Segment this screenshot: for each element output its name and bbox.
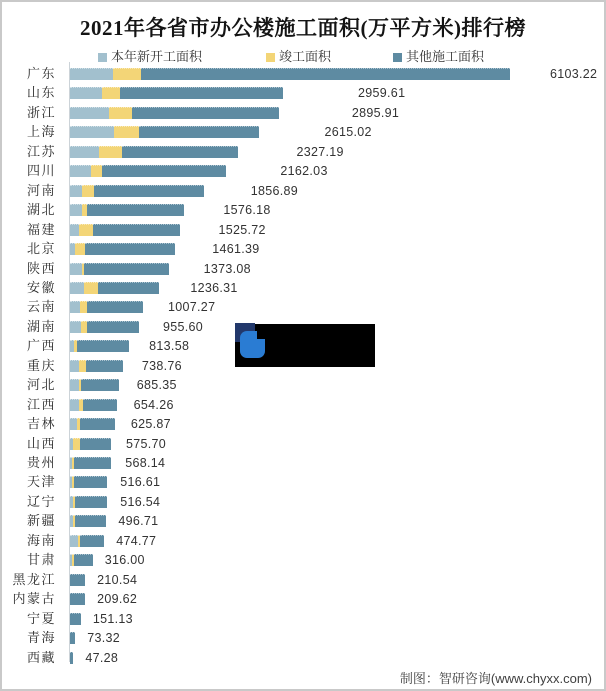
value-label: 1525.72	[218, 222, 266, 237]
bar-segment	[70, 204, 82, 216]
bar-segment	[80, 418, 115, 430]
category-label: 重庆	[26, 357, 56, 373]
category-label: 青海	[26, 630, 56, 646]
bar-segment	[84, 282, 98, 294]
bar-row	[70, 476, 107, 488]
category-label: 江西	[26, 396, 56, 412]
bar-segment	[81, 379, 120, 391]
bar-segment	[79, 360, 86, 372]
value-label: 2327.19	[296, 144, 344, 159]
bar-row	[70, 224, 180, 236]
bar-segment	[80, 535, 105, 547]
value-label: 2959.61	[358, 86, 406, 101]
legend-swatch-icon	[266, 53, 275, 62]
bar-segment	[75, 515, 106, 527]
bar-row	[70, 613, 81, 625]
bar-row	[70, 301, 143, 313]
category-label: 吉林	[26, 416, 56, 432]
bar-segment	[87, 301, 143, 313]
legend-label: 竣工面积	[279, 49, 332, 64]
category-label: 浙江	[26, 104, 56, 120]
legend-item-3	[393, 46, 485, 64]
bar-segment	[98, 282, 159, 294]
bar-segment	[70, 613, 81, 625]
bar-segment	[74, 554, 93, 566]
bar-segment	[74, 457, 110, 469]
category-label: 上海	[26, 124, 56, 140]
bar-row	[70, 243, 175, 255]
bar-segment	[79, 224, 93, 236]
category-label: 四川	[26, 163, 56, 179]
legend-label: 本年新开工面积	[111, 49, 203, 64]
value-label: 1856.89	[250, 183, 299, 198]
bar-segment	[70, 593, 85, 605]
value-label: 516.61	[120, 475, 161, 490]
category-label: 陕西	[26, 260, 56, 276]
bar-row	[70, 438, 111, 450]
category-label: 湖北	[26, 202, 56, 218]
bar-row	[70, 263, 169, 275]
bar-segment	[82, 185, 94, 197]
value-label: 1236.31	[190, 280, 238, 295]
bar-row	[70, 554, 93, 566]
bar-segment	[91, 165, 102, 177]
value-label: 568.14	[125, 456, 166, 470]
censored-watermark-box	[235, 324, 375, 367]
value-label: 1576.18	[223, 203, 271, 218]
bar-segment	[70, 632, 75, 644]
bar-segment	[83, 399, 117, 411]
category-label: 山东	[26, 85, 56, 101]
bar-row	[70, 652, 73, 664]
value-label: 316.00	[104, 553, 145, 568]
bar-segment	[70, 282, 84, 294]
value-label: 474.77	[116, 533, 157, 548]
bar-segment	[139, 126, 258, 138]
category-label: 贵州	[26, 455, 56, 470]
value-label: 151.13	[92, 611, 133, 626]
bar-segment	[70, 126, 114, 138]
category-label: 北京	[26, 241, 56, 257]
bar-segment	[93, 224, 180, 236]
value-label: 1461.39	[212, 242, 260, 257]
bar-segment	[70, 263, 82, 275]
bar-segment	[113, 68, 141, 80]
value-label: 2162.03	[280, 164, 328, 179]
bar-row	[70, 185, 204, 197]
bar-segment	[141, 68, 510, 80]
category-label: 云南	[26, 299, 56, 315]
bar-segment	[70, 185, 82, 197]
bar-row	[70, 632, 75, 644]
legend-swatch-icon	[98, 53, 107, 62]
value-label: 1007.27	[168, 300, 216, 315]
value-label: 73.32	[87, 631, 121, 646]
chart-title: 2021年各省市办公楼施工面积(万平方米)排行榜	[80, 16, 526, 40]
value-label: 2615.02	[324, 125, 372, 140]
bar-row	[70, 204, 184, 216]
legend-item-1	[98, 46, 203, 64]
bar-segment	[99, 146, 121, 158]
bar-segment	[120, 87, 283, 99]
bar-row	[70, 126, 259, 138]
category-label: 河南	[26, 182, 56, 198]
category-label: 河北	[26, 377, 56, 393]
category-label: 黑龙江	[12, 571, 56, 587]
bar-segment	[70, 68, 113, 80]
bar-segment	[70, 321, 81, 333]
bar-segment	[70, 418, 77, 430]
value-label: 496.71	[118, 514, 159, 529]
bar-segment	[70, 165, 91, 177]
value-label: 1373.08	[203, 261, 251, 276]
bar-row	[70, 360, 123, 372]
bar-segment	[75, 243, 85, 255]
value-label: 654.26	[133, 397, 174, 412]
bar-segment	[70, 535, 78, 547]
category-label: 宁夏	[26, 610, 56, 626]
bar-row	[70, 593, 85, 605]
category-label: 广西	[26, 338, 56, 354]
bar-segment	[84, 263, 169, 275]
category-label: 天津	[26, 474, 56, 490]
legend-item-2	[266, 46, 332, 64]
bar-segment	[70, 87, 102, 99]
bar-row	[70, 87, 283, 99]
value-label: 625.87	[130, 417, 171, 432]
category-label: 安徽	[26, 279, 56, 295]
bar-segment	[109, 107, 131, 119]
bar-segment	[85, 243, 176, 255]
bar-segment	[87, 321, 139, 333]
category-label: 辽宁	[26, 493, 56, 509]
bar-row	[70, 68, 510, 80]
category-label: 山西	[26, 435, 56, 451]
bar-row	[70, 574, 85, 586]
category-label: 江苏	[26, 143, 56, 159]
bar-row	[70, 146, 238, 158]
bar-segment	[77, 340, 129, 352]
bar-segment	[87, 204, 184, 216]
source-credit: 制图：智研咨询(www.chyxx.com)	[399, 671, 592, 686]
watermark-logo-notch	[257, 331, 265, 339]
bar-segment	[70, 146, 99, 158]
bar-segment	[74, 476, 107, 488]
bar-segment	[70, 301, 80, 313]
category-label: 新疆	[26, 513, 56, 529]
bar-segment	[102, 165, 226, 177]
bar-segment	[70, 379, 79, 391]
bar-row	[70, 379, 119, 391]
bar-row	[70, 107, 279, 119]
category-label: 湖南	[26, 318, 56, 334]
bar-segment	[80, 301, 87, 313]
bar-row	[70, 321, 139, 333]
value-label: 2895.91	[351, 105, 400, 120]
value-label: 738.76	[141, 358, 182, 373]
bar-row	[70, 340, 129, 352]
category-label: 甘肃	[26, 552, 56, 568]
category-label: 西藏	[26, 649, 56, 665]
bar-segment	[70, 107, 109, 119]
bar-segment	[70, 224, 79, 236]
legend-swatch-icon	[393, 53, 402, 62]
legend-label: 其他施工面积	[406, 49, 485, 64]
bar-row	[70, 165, 226, 177]
value-label: 813.58	[149, 339, 190, 354]
bar-row	[70, 496, 107, 508]
category-label: 内蒙古	[12, 591, 56, 607]
value-label: 955.60	[163, 319, 204, 334]
category-label: 福建	[26, 221, 56, 237]
bar-segment	[102, 87, 120, 99]
value-label: 516.54	[120, 494, 161, 509]
bar-segment	[94, 185, 204, 197]
bar-segment	[70, 360, 79, 372]
bar-segment	[70, 652, 73, 664]
bar-segment	[70, 574, 85, 586]
value-label: 47.28	[85, 650, 119, 665]
bar-row	[70, 399, 117, 411]
bar-row	[70, 535, 104, 547]
value-label: 575.70	[126, 436, 167, 451]
bar-segment	[80, 438, 112, 450]
value-label: 685.35	[136, 378, 177, 393]
category-label: 广东	[26, 66, 56, 81]
bar-segment	[86, 360, 123, 372]
bar-row	[70, 418, 115, 430]
bar-segment	[114, 126, 139, 138]
category-label: 海南	[26, 532, 56, 548]
bar-segment	[122, 146, 238, 158]
value-label: 210.54	[97, 572, 138, 587]
value-label: 209.62	[97, 592, 138, 607]
bar-row	[70, 457, 111, 469]
bar-segment	[75, 496, 107, 508]
value-label: 6103.22	[550, 67, 598, 81]
bar-row	[70, 282, 159, 294]
bar-segment	[132, 107, 279, 119]
bar-row	[70, 515, 106, 527]
bar-segment	[70, 399, 79, 411]
